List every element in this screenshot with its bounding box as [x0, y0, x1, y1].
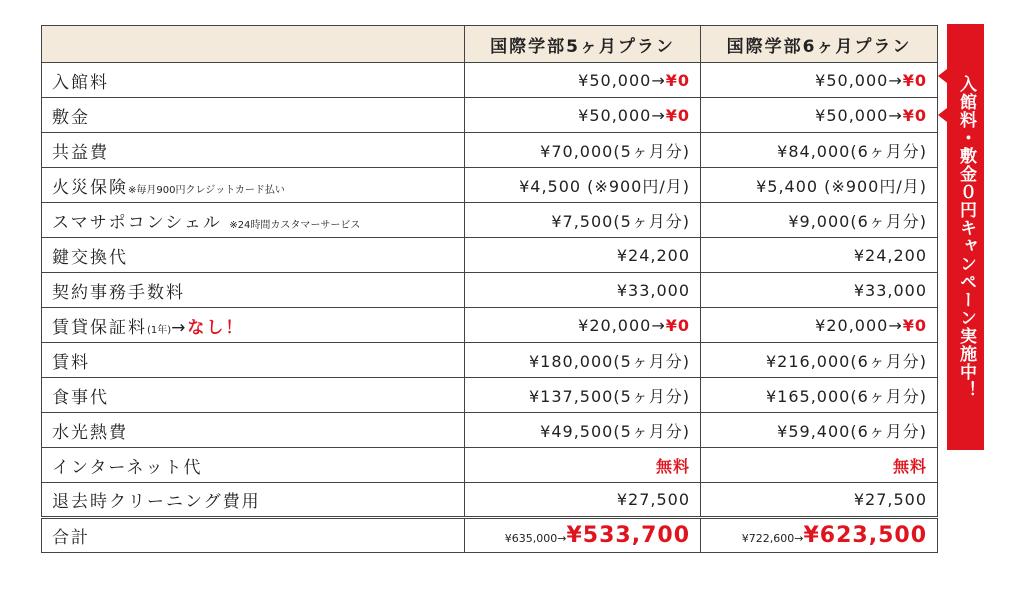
- table-row: [42, 413, 938, 448]
- original-total: ¥635,000→: [504, 532, 567, 545]
- plan5-value: [465, 308, 701, 343]
- table-row: [42, 343, 938, 378]
- price-comparison-table: [41, 25, 938, 553]
- row-label: 退去時クリーニング費用: [42, 483, 465, 518]
- original-price: ¥50,000→: [815, 70, 903, 90]
- plan6-value: ¥33,000: [701, 273, 938, 308]
- original-price: ¥20,000→: [815, 315, 903, 335]
- original-price: ¥20,000→: [578, 315, 666, 335]
- row-label: 火災保険: [52, 177, 128, 198]
- arrow-glyph: →: [171, 317, 188, 338]
- total-label: 合計: [42, 518, 465, 553]
- original-total: ¥722,600→: [741, 532, 804, 545]
- row-label: 入館料: [42, 63, 465, 98]
- table-row: [42, 168, 938, 203]
- plan5-value: ¥137,500(5ヶ月分): [465, 378, 701, 413]
- row-label-cell: [42, 168, 465, 203]
- plan5-value: ¥49,500(5ヶ月分): [465, 413, 701, 448]
- plan5-value: [465, 98, 701, 133]
- header-plan-6-month: 国際学部6ヶ月プラン: [701, 26, 938, 63]
- table-row: [42, 238, 938, 273]
- table-row: [42, 483, 938, 518]
- plan6-value: ¥27,500: [701, 483, 938, 518]
- table-header-row: [42, 26, 938, 63]
- plan6-value: ¥24,200: [701, 238, 938, 273]
- table-row: [42, 308, 938, 343]
- plan5-value: ¥27,500: [465, 483, 701, 518]
- original-price: ¥50,000→: [815, 105, 903, 125]
- discount-price: ¥0: [665, 70, 690, 90]
- plan6-value: [701, 98, 938, 133]
- plan6-value: ¥165,000(6ヶ月分): [701, 378, 938, 413]
- row-label: インターネット代: [42, 448, 465, 483]
- row-label: 共益費: [42, 133, 465, 168]
- row-label: 鍵交換代: [42, 238, 465, 273]
- row-label: 賃貸保証料: [52, 317, 147, 338]
- total-plan6-value: [701, 518, 938, 553]
- table-row: [42, 203, 938, 238]
- table-row: [42, 273, 938, 308]
- plan5-value: 無料: [465, 448, 701, 483]
- table-row: [42, 448, 938, 483]
- header-blank-cell: [42, 26, 465, 63]
- row-label: スマサポコンシェル: [52, 212, 222, 233]
- row-note: ※毎月900円クレジットカード払い: [128, 184, 285, 196]
- table-row: [42, 63, 938, 98]
- plan5-value: ¥70,000(5ヶ月分): [465, 133, 701, 168]
- plan6-value: [701, 308, 938, 343]
- row-label-cell: [42, 308, 465, 343]
- none-label: なし！: [187, 317, 245, 338]
- plan6-value: ¥84,000(6ヶ月分): [701, 133, 938, 168]
- plan6-value: 無料: [701, 448, 938, 483]
- plan5-value: ¥33,000: [465, 273, 701, 308]
- row-label: 敷金: [42, 98, 465, 133]
- plan5-value: ¥7,500(5ヶ月分): [465, 203, 701, 238]
- table-row: [42, 98, 938, 133]
- plan5-value: [465, 63, 701, 98]
- plan6-value: ¥5,400 (※900円/月): [701, 168, 938, 203]
- plan6-value: ¥216,000(6ヶ月分): [701, 343, 938, 378]
- row-note: (1年): [147, 324, 172, 336]
- plan6-value: ¥59,400(6ヶ月分): [701, 413, 938, 448]
- original-price: ¥50,000→: [578, 105, 666, 125]
- campaign-banner: 入館料・敷金０円キャンペーン実施中！: [947, 24, 984, 450]
- row-label: 賃料: [42, 343, 465, 378]
- discount-total: ¥533,700: [566, 523, 690, 548]
- plan6-value: ¥9,000(6ヶ月分): [701, 203, 938, 238]
- banner-pointer-arrow-2: [938, 108, 947, 122]
- banner-pointer-arrow-1: [938, 69, 947, 83]
- discount-price: ¥0: [665, 105, 690, 125]
- row-label: 食事代: [42, 378, 465, 413]
- row-label-cell: [42, 203, 465, 238]
- discount-price: ¥0: [902, 70, 927, 90]
- plan5-value: ¥24,200: [465, 238, 701, 273]
- plan5-value: ¥180,000(5ヶ月分): [465, 343, 701, 378]
- row-label: 契約事務手数料: [42, 273, 465, 308]
- header-plan-5-month: 国際学部5ヶ月プラン: [465, 26, 701, 63]
- plan6-value: [701, 63, 938, 98]
- discount-total: ¥623,500: [803, 523, 927, 548]
- row-label: 水光熱費: [42, 413, 465, 448]
- original-price: ¥50,000→: [578, 70, 666, 90]
- discount-price: ¥0: [902, 315, 927, 335]
- total-plan5-value: [465, 518, 701, 553]
- row-note: ※24時間カスタマーサービス: [229, 219, 361, 231]
- discount-price: ¥0: [902, 105, 927, 125]
- total-row: [42, 518, 938, 553]
- table-row: [42, 133, 938, 168]
- discount-price: ¥0: [665, 315, 690, 335]
- table-row: [42, 378, 938, 413]
- plan5-value: ¥4,500 (※900円/月): [465, 168, 701, 203]
